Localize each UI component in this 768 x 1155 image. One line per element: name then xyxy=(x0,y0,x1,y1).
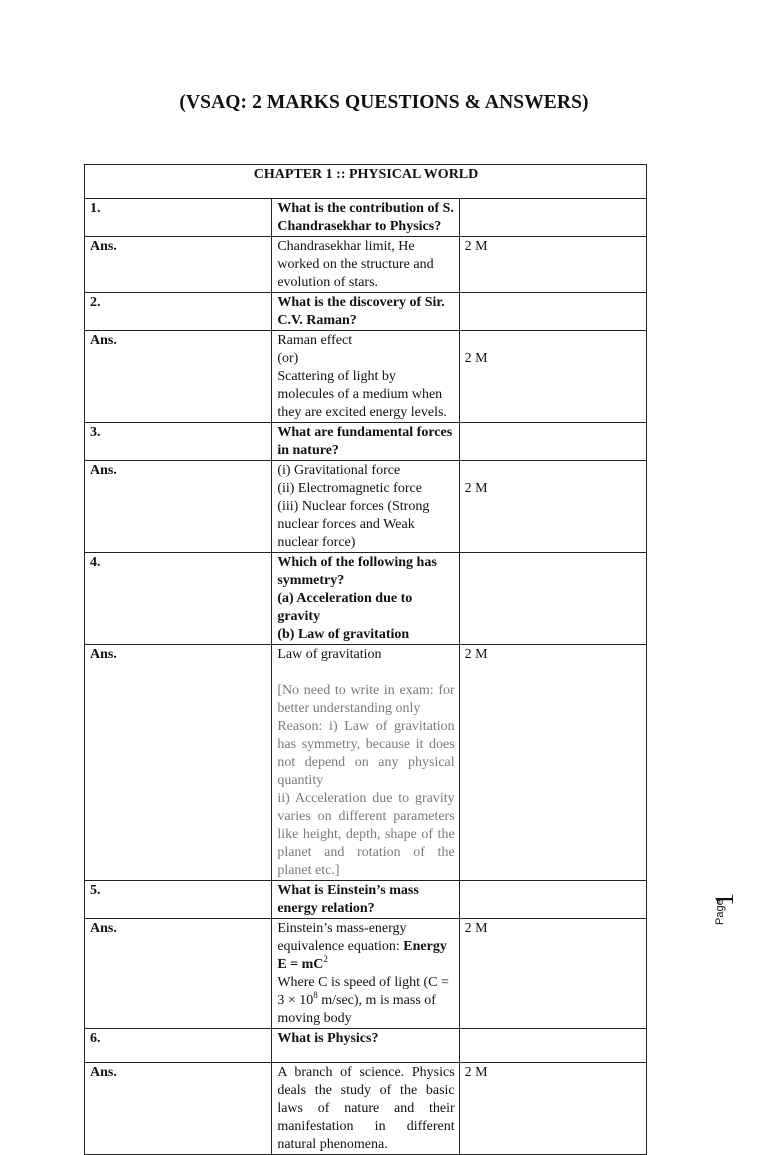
answer-label: Ans. xyxy=(85,919,272,1029)
answer-intro: Einstein’s mass-energy equivalence equation: xyxy=(277,921,407,954)
question-row xyxy=(85,423,647,461)
answer-line: Scattering of light by molecules of a medium when they are excited energy levels. xyxy=(277,369,447,420)
marks-cell: 2 M xyxy=(459,1063,646,1155)
question-row xyxy=(85,1029,647,1063)
marks-cell-empty xyxy=(459,881,646,919)
answer-line: (or) xyxy=(277,351,299,366)
answer-text xyxy=(272,461,459,553)
answer-row xyxy=(85,237,647,293)
answer-row xyxy=(85,331,647,423)
question-number: 5. xyxy=(85,881,272,919)
question-text: What is the discovery of Sir. C.V. Raman? xyxy=(272,293,459,331)
answer-text xyxy=(272,645,459,881)
marks-cell: 2 M xyxy=(459,461,646,553)
marks-cell: 2 M xyxy=(459,331,646,423)
question-text xyxy=(272,553,459,645)
answer-line: (ii) Electromagnetic force xyxy=(277,481,422,496)
equation-exponent: 2 xyxy=(323,954,328,964)
question-row xyxy=(85,881,647,919)
note-line: Reason: i) Law of gravitation has symmetry, because it does not depend on any physical quantity xyxy=(277,719,455,788)
answer-text xyxy=(272,331,459,423)
question-number: 2. xyxy=(85,293,272,331)
equation: Energy E = mC xyxy=(277,939,447,972)
qa-table xyxy=(84,164,647,1155)
question-row xyxy=(85,199,647,237)
note-line: [No need to write in exam: for better understanding only xyxy=(277,683,455,716)
question-text: What is Physics? xyxy=(272,1029,459,1063)
answer-label: Ans. xyxy=(85,331,272,423)
question-number: 6. xyxy=(85,1029,272,1063)
answer-text xyxy=(272,919,459,1029)
answer-row xyxy=(85,645,647,881)
answer-line: Raman effect xyxy=(277,333,353,348)
question-text: What is Einstein’s mass energy relation? xyxy=(272,881,459,919)
marks-cell-empty xyxy=(459,1029,646,1063)
answer-label: Ans. xyxy=(85,1063,272,1155)
answer-line: (i) Gravitational force xyxy=(277,463,401,478)
question-number: 1. xyxy=(85,199,272,237)
question-text: What is the contribution of S. Chandrasekhar to Physics? xyxy=(272,199,459,237)
answer-text: A branch of science. Physics deals the study of the basic laws of nature and their manifestation in different natural phenomena. xyxy=(272,1063,459,1155)
answer-text-part: m/sec), m is mass of moving body xyxy=(277,993,436,1026)
answer-row xyxy=(85,461,647,553)
question-number: 4. xyxy=(85,553,272,645)
question-number: 3. xyxy=(85,423,272,461)
question-line: Which of the following has symmetry? xyxy=(277,555,437,588)
marks-cell-empty xyxy=(459,553,646,645)
answer-label: Ans. xyxy=(85,645,272,881)
answer-row xyxy=(85,1063,647,1155)
marks-cell: 2 M xyxy=(459,645,646,881)
marks-cell: 2 M xyxy=(459,919,646,1029)
question-row xyxy=(85,293,647,331)
page-number: 1 xyxy=(710,893,739,906)
marks-cell-empty xyxy=(459,199,646,237)
answer-row xyxy=(85,919,647,1029)
question-row xyxy=(85,553,647,645)
answer-text: Chandrasekhar limit, He worked on the structure and evolution of stars. xyxy=(272,237,459,293)
page-label: Page xyxy=(714,899,726,925)
marks-cell-empty xyxy=(459,423,646,461)
note-line: ii) Acceleration due to gravity varies on different parameters like height, depth, shape of the planet and rotation of the planet etc.] xyxy=(277,791,455,878)
answer-line: (iii) Nuclear forces (Strong nuclear forces and Weak nuclear force) xyxy=(277,499,430,550)
question-line: (a) Acceleration due to gravity xyxy=(277,591,413,624)
chapter-row xyxy=(85,165,647,199)
question-text: What are fundamental forces in nature? xyxy=(272,423,459,461)
question-line: (b) Law of gravitation xyxy=(277,627,410,642)
exponent: 8 xyxy=(313,990,318,1000)
page-title: (VSAQ: 2 MARKS QUESTIONS & ANSWERS) xyxy=(179,92,589,113)
answer-label: Ans. xyxy=(85,461,272,553)
answer-text-part: Where C is speed of light (C = 3 × 10 xyxy=(277,975,449,1008)
answer-line xyxy=(277,974,454,1028)
marks-cell: 2 M xyxy=(459,237,646,293)
answer-label: Ans. xyxy=(85,237,272,293)
answer-line xyxy=(277,920,454,974)
answer-line: Law of gravitation xyxy=(277,647,382,662)
chapter-heading: CHAPTER 1 :: PHYSICAL WORLD xyxy=(85,165,647,199)
marks-cell-empty xyxy=(459,293,646,331)
